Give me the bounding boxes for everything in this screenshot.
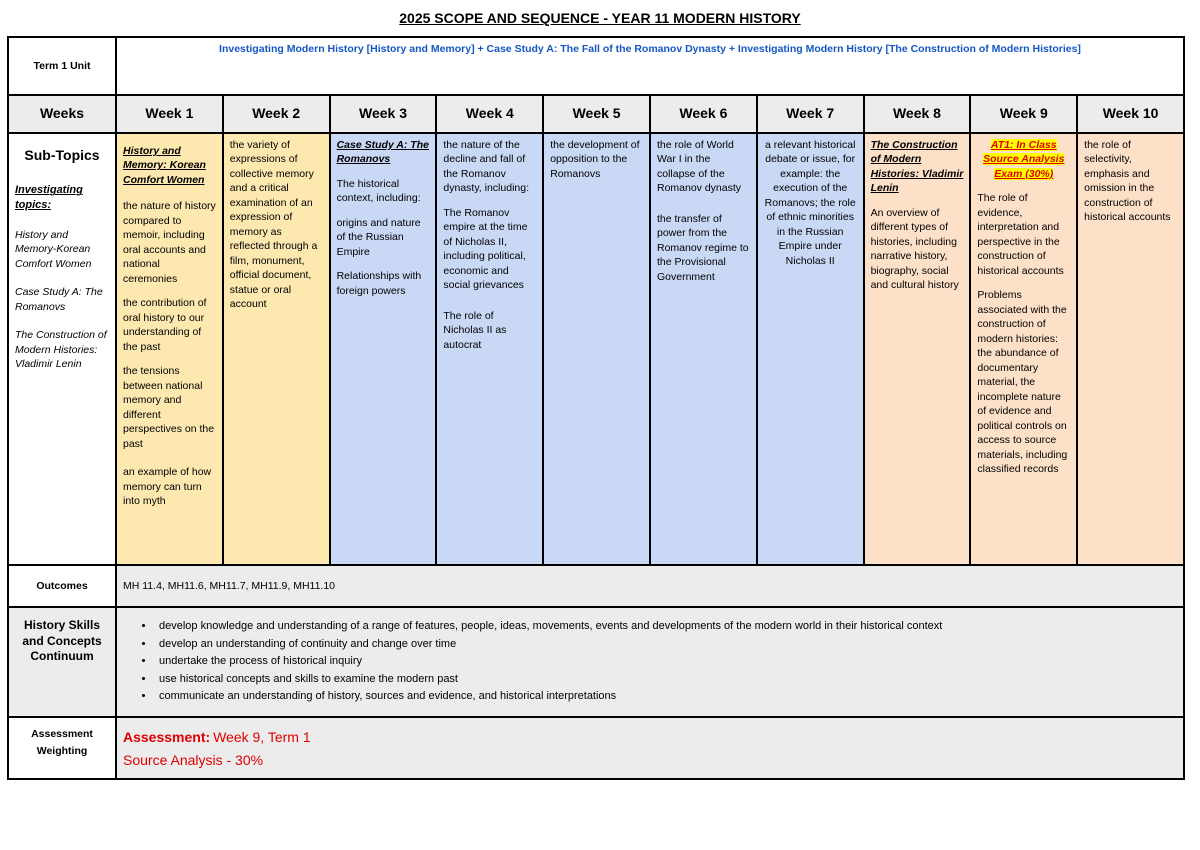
week2-text: the variety of expressions of collective memory and a critical examination of an expression of memory as reflected through a film, monument, official document, statue or oral account xyxy=(229,139,318,311)
assessment-heading: Assessment: xyxy=(123,728,211,745)
subtopics-label: Sub-Topics xyxy=(24,147,100,163)
week1-item: the tensions between national memory and different perspectives on the past xyxy=(123,365,215,450)
week-header: Week 8 xyxy=(864,95,971,133)
term-unit-description: Investigating Modern History [History and Memory] + Case Study A: The Fall of the Romanov Dynasty + Investigating Modern History [The Construction of Modern Histories] xyxy=(116,37,1184,95)
week1-content xyxy=(116,133,223,565)
skills-row xyxy=(8,607,1184,717)
topic-item: The Construction of Modern Histories: Vladimir Lenin xyxy=(15,329,107,371)
week5-text: the development of opposition to the Romanovs xyxy=(550,139,640,180)
assessment-row xyxy=(8,717,1184,779)
week10-text: the role of selectivity, emphasis and omission in the construction of historical accounts xyxy=(1084,139,1171,224)
weeks-row xyxy=(8,95,1184,133)
week6-content xyxy=(650,133,757,565)
week3-content xyxy=(330,133,437,565)
week1-title: History and Memory: Korean Comfort Women xyxy=(123,145,206,186)
week9-item: Problems associated with the construction of modern histories: the abundance of documentary material, the incomplete nature of evidence and political controls on access to source materials, including classified records xyxy=(977,289,1068,476)
week-header: Week 10 xyxy=(1077,95,1184,133)
week6-item: the transfer of power from the Romanov regime to the Provisional Government xyxy=(656,212,749,283)
investigating-topics-title: Investigating topics: xyxy=(15,184,83,212)
week4-item: The role of Nicholas II as autocrat xyxy=(443,309,507,351)
week3-item: Relationships with foreign powers xyxy=(336,270,422,297)
week-header: Week 9 xyxy=(970,95,1077,133)
week3-item: origins and nature of the Russian Empire xyxy=(336,216,421,258)
week4-item: the nature of the decline and fall of the Romanov dynasty, including: xyxy=(443,139,529,195)
week9-item: The role of evidence, interpretation and perspective in the construction of historical accounts xyxy=(977,192,1064,277)
week9-assessment-highlight: AT1: In Class Source Analysis Exam (30%) xyxy=(983,139,1065,180)
week1-item: the contribution of oral history to our understanding of the past xyxy=(123,297,207,353)
week10-content xyxy=(1077,133,1184,565)
week8-content xyxy=(864,133,971,565)
skills-list-cell xyxy=(116,607,1184,717)
term-unit-row xyxy=(8,37,1184,95)
skill-item: • undertake the process of historical inquiry xyxy=(155,653,1177,671)
week6-item: the role of World War I in the collapse of the Romanov dynasty xyxy=(656,139,742,195)
weeks-label: Weeks xyxy=(8,95,116,133)
week-header: Week 6 xyxy=(650,95,757,133)
week8-title: The Construction of Modern Histories: Vladimir Lenin xyxy=(870,139,964,195)
week3-item: The historical context, including: xyxy=(336,177,421,205)
outcomes-label: Outcomes xyxy=(8,565,116,607)
assessment-when: Week 9, Term 1 xyxy=(213,728,311,745)
week-header: Week 2 xyxy=(223,95,330,133)
subtopics-label-cell xyxy=(8,133,116,565)
term-unit-label: Term 1 Unit xyxy=(8,37,116,95)
outcomes-value: MH 11.4, MH11.6, MH11.7, MH11.9, MH11.10 xyxy=(116,565,1184,607)
week9-content xyxy=(970,133,1077,565)
week2-content xyxy=(223,133,330,565)
skill-item: • develop an understanding of continuity and change over time xyxy=(155,636,1177,654)
skills-label: History Skills and Concepts Continuum xyxy=(8,607,116,717)
skill-item: • develop knowledge and understanding of a range of features, people, ideas, movements, events and developments of the modern world in their historical context xyxy=(155,618,1177,636)
outcomes-row xyxy=(8,565,1184,607)
assessment-detail: Source Analysis - 30% xyxy=(123,752,264,769)
week1-item: an example of how memory can turn into myth xyxy=(123,466,212,508)
assessment-details xyxy=(116,717,1184,779)
week4-content xyxy=(436,133,543,565)
document-title: 2025 SCOPE AND SEQUENCE - YEAR 11 MODERN HISTORY xyxy=(399,10,801,26)
week7-content xyxy=(757,133,864,565)
week-header: Week 3 xyxy=(330,95,437,133)
week7-text: a relevant historical debate or issue, for example: the execution of the Romanovs; the role of ethnic minorities in the Russian Empire under Nicholas II xyxy=(764,139,856,267)
topic-item: Case Study A: The Romanovs xyxy=(15,286,103,313)
week1-item: the nature of history compared to memoir, including oral accounts and national ceremonies xyxy=(123,200,216,285)
skills-list xyxy=(123,618,1177,706)
week4-item: The Romanov empire at the time of Nicholas II, including political, economic and social grievances xyxy=(443,206,528,292)
subtopics-row xyxy=(8,133,1184,565)
week5-content xyxy=(543,133,650,565)
week-header: Week 1 xyxy=(116,95,223,133)
topic-item: History and Memory-Korean Comfort Women xyxy=(15,228,92,270)
week-header: Week 4 xyxy=(436,95,543,133)
skill-item: • communicate an understanding of history, sources and evidence, and historical interpretations xyxy=(155,688,1177,706)
week-header: Week 5 xyxy=(543,95,650,133)
skill-item: • use historical concepts and skills to examine the modern past xyxy=(155,671,1177,689)
assessment-label: Assessment Weighting xyxy=(8,717,116,779)
week3-title: Case Study A: The Romanovs xyxy=(336,139,429,166)
week8-text: An overview of different types of histories, including narrative history, biography, social and cultural history xyxy=(870,206,959,292)
scope-sequence-table xyxy=(7,36,1185,780)
week-header: Week 7 xyxy=(757,95,864,133)
